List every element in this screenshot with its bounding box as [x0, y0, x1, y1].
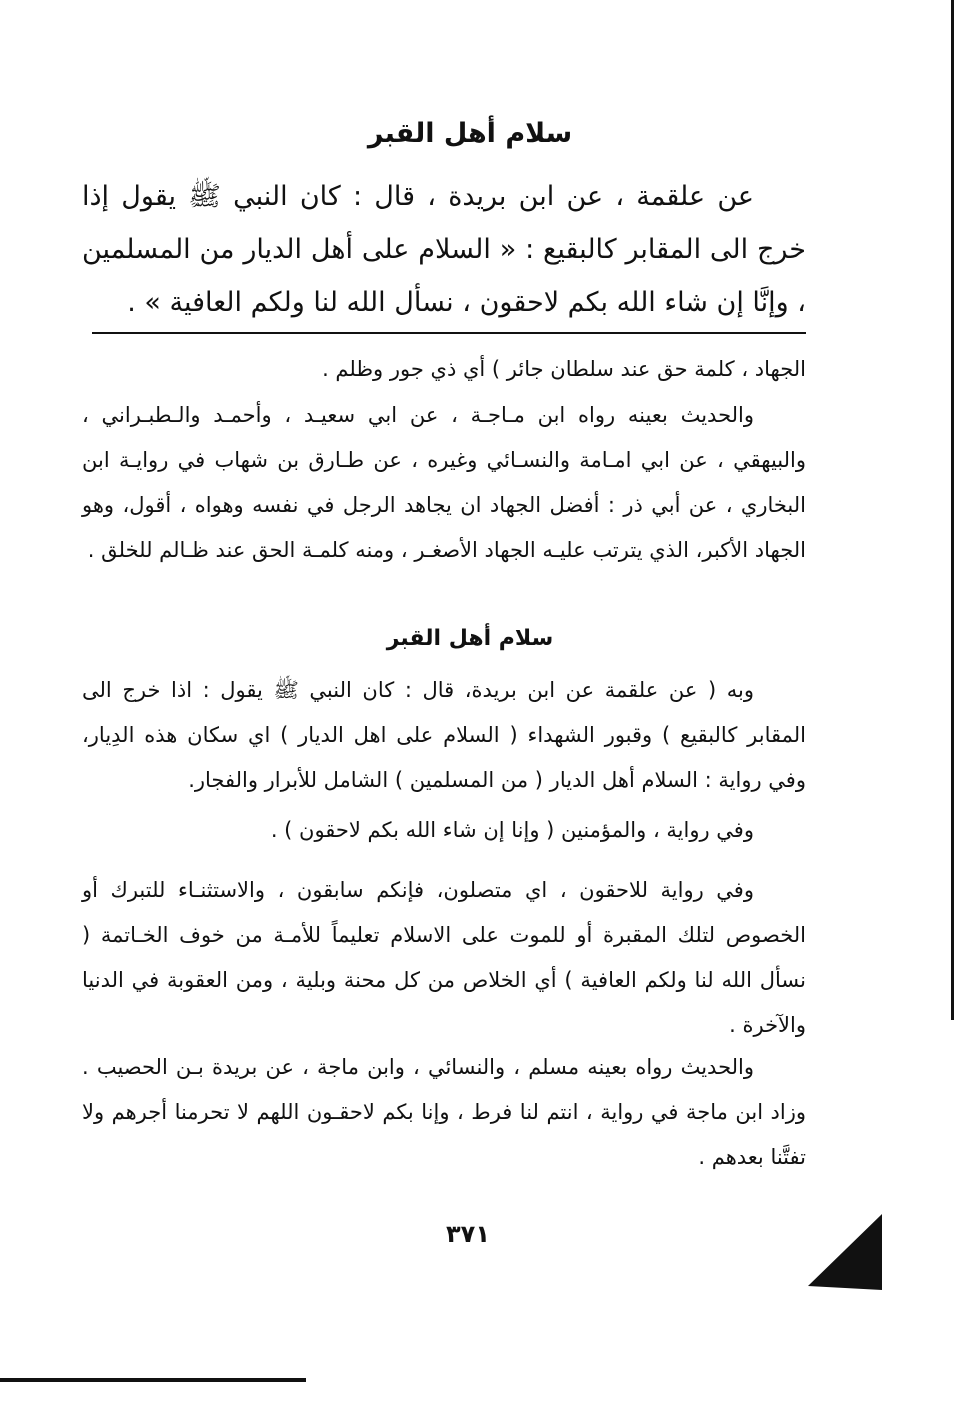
hadith-text: عن علقمة ، عن ابن بريدة ، قال : كان النبي ﷺ يقول إذا خرج الى المقابر كالبقيع : « السلام على أهل الديار من المسلمين ، وإنَّا إن شاء الله بكم لاحقون ، نسأل الله لنا ولكم العافية » . — [82, 181, 806, 318]
commentary-paragraph-1: الجهاد ، كلمة حق عند سلطان جائر ) أي ذي جور وظلم . — [322, 357, 806, 381]
section-divider — [92, 332, 806, 334]
page-edge-line — [951, 0, 954, 1020]
page-number: ٣٧١ — [446, 1220, 490, 1248]
commentary-paragraph-4: وفي رواية ، والمؤمنين ( وإنا إن شاء الله بكم لاحقون ) . — [270, 818, 754, 842]
page-title: سلام أهل القبر — [367, 118, 573, 149]
corner-triangle-mark — [808, 1214, 882, 1290]
bottom-edge-line — [0, 1378, 306, 1382]
commentary-subtitle: سلام أهل القبر — [386, 626, 554, 651]
commentary-paragraph-6: والحديث رواه بعينه مسلم ، والنسائي ، وابن ماجة ، عن بريدة بـن الحصيب . وزاد ابن ماجة في رواية ، انتم لنا فرط ، وإنا بكم لاحقـون اللهم لا تحرمنا أجرهم ولا تفتَّنا بعدهم . — [82, 1055, 806, 1169]
commentary-paragraph-2: والحديث بعينه رواه ابن مـاجـة ، عن ابي سعيـد ، وأحمـد والـطبـراني ، والبيهقي ، عن ابي امـامة والنسـائي وغيره ، عن طـارق بن شهاب في روايـة ابن البخاري ، عن أبي ذر : أفضل الجهاد ان يجاهد الرجل في نفسه وهواه ، أقول، وهو الجهاد الأكبر، الذي يترتب عليـه الجهاد الأصغـر ، ومنه كلمـة الحق عند ظـالم للخلق . — [82, 403, 806, 562]
commentary-paragraph-5: وفي رواية للاحقون ، اي متصلون، فإنكم سابقون ، والاستثنـاء للتبرك أو الخصوص لتلك المقبرة أو للموت على الاسلام تعليماً للأمـة من خوف الخـاتمة ( نسأل الله لنا ولكم العافية ) أي الخلاص من كل محنة وبلية ، ومن العقوبة في الدنيا والآخرة . — [82, 878, 806, 1037]
commentary-paragraph-3: وبه ( عن علقمة عن ابن بريدة، قال : كان النبي ﷺ يقول : اذا خرج الى المقابر كالبقيع ) وقبور الشهداء ( السلام على اهل الديار ) اي سكان هذه الدِيار، وفي رواية : السلام أهل الديار ( من المسلمين ) الشامل للأبرار والفجار. — [82, 678, 806, 792]
